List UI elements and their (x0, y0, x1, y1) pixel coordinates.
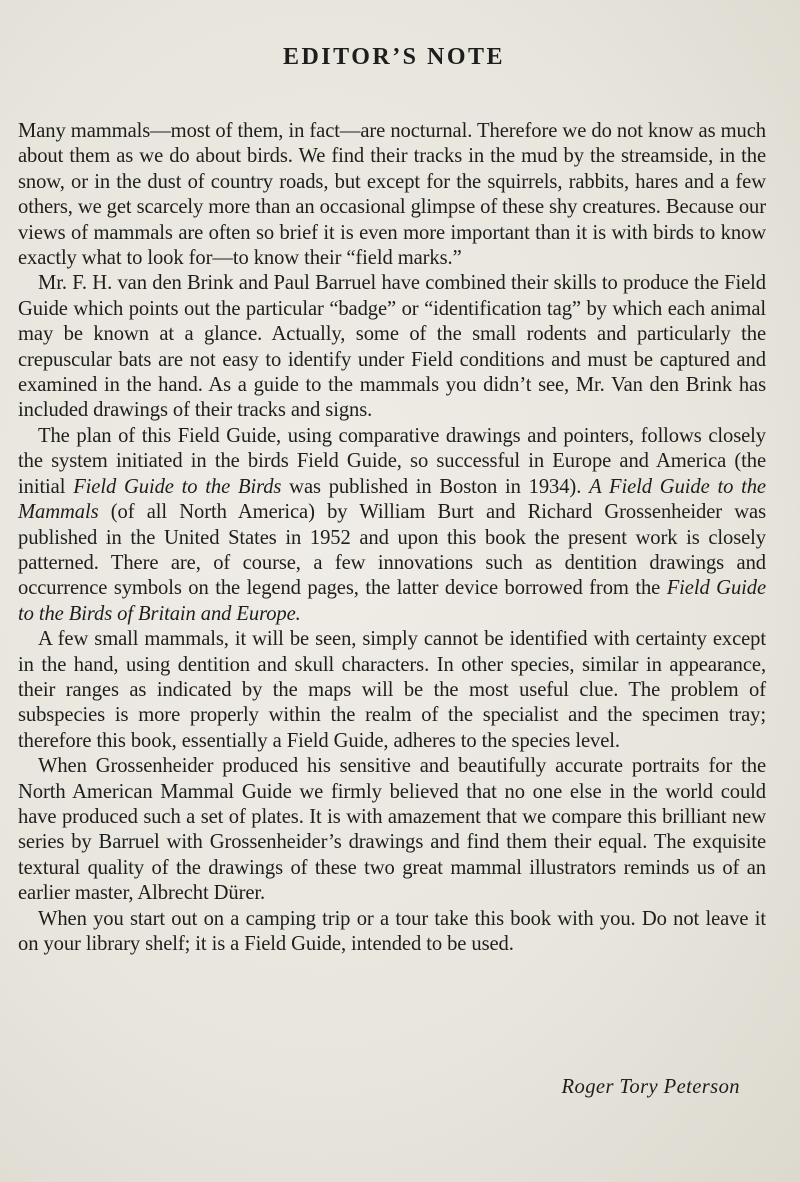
paragraph-text: The plan of this Field Guide, using comparative drawings and pointers, follows closely the system initiated in the birds Field Guide, so successful in Europe and America (the initial (18, 424, 766, 498)
paragraph-text: Many mammals—most of them, in fact—are nocturnal. Therefore we do not know as much about them as we do about birds. We find their tracks in the mud by the streamside, in the snow, or in the dust of country roads, but except for the squirrels, rabbits, hares and a few others, we get scarcely more than an occasional glimpse of these shy creatures. Because our views of mammals are often so brief it is even more important than it is with birds to know exactly what to look for—to know their “field marks.” (18, 120, 767, 270)
paragraph-5 (18, 754, 766, 906)
book-title-italic: Field Guide to the Birds of Britain and Europe. (18, 577, 767, 625)
book-title-italic: Field Guide to the Birds (73, 475, 282, 498)
paragraph-text: A few small mammals, it will be seen, simply cannot be identified with certainty except in the hand, using dentition and skull characters. In other species, similar in appearance, their ranges as indicated by the maps will be the most useful clue. The problem of subspecies is more properly within the realm of the specialist and the specimen tray; therefore this book, essentially a Field Guide, adheres to the species level. (18, 628, 766, 752)
paragraph-text: Mr. F. H. van den Brink and Paul Barruel have combined their skills to produce the Field Guide which points out the particular “badge” or “identification tag” by which each animal may be known at a glance. Actually, some of the small rodents and particularly the crepuscular bats are not easy to identify under Field conditions and must be captured and examined in the hand. As a guide to the mammals you didn’t see, Mr. Van den Brink has included drawings of their tracks and signs. (18, 272, 766, 422)
author-signature: Roger Tory Peterson (561, 1076, 740, 1098)
paragraph-text: When you start out on a camping trip or a tour take this book with you. Do not leave it on your library shelf; it is a Field Guide, intended to be used. (18, 907, 766, 955)
note-body (18, 119, 766, 957)
paragraph-2 (18, 271, 766, 423)
paragraph-text: (of all North America) by William Burt and Richard Grossenheider was published in the United States in 1952 and upon this book the present work is closely patterned. There are, of course, a few innovations such as dentition drawings and occurrence symbols on the legend pages, the latter device borrowed from the (18, 501, 766, 600)
paragraph-6 (18, 907, 766, 958)
page-title: EDITOR’S NOTE (282, 44, 506, 70)
book-page (18, 40, 766, 1160)
paragraph-1 (18, 119, 766, 271)
book-title-italic: A Field Guide to the Mammals (18, 475, 766, 524)
paragraph-text: was published in Boston in 1934). (281, 475, 590, 498)
paragraph-text: When Grossenheider produced his sensitive and beautifully accurate portraits for the North American Mammal Guide we firmly believed that no one else in the world could have produced such a set of plates. It is with amazement that we compare this brilliant new series by Barruel with Grossenheider’s drawings and find them their equal. The exquisite textural quality of the drawings of these two great mammal illustrators reminds us of an earlier master, Albrecht Dürer. (18, 755, 766, 905)
paragraph-4 (18, 627, 766, 754)
paragraph-3 (18, 424, 766, 627)
